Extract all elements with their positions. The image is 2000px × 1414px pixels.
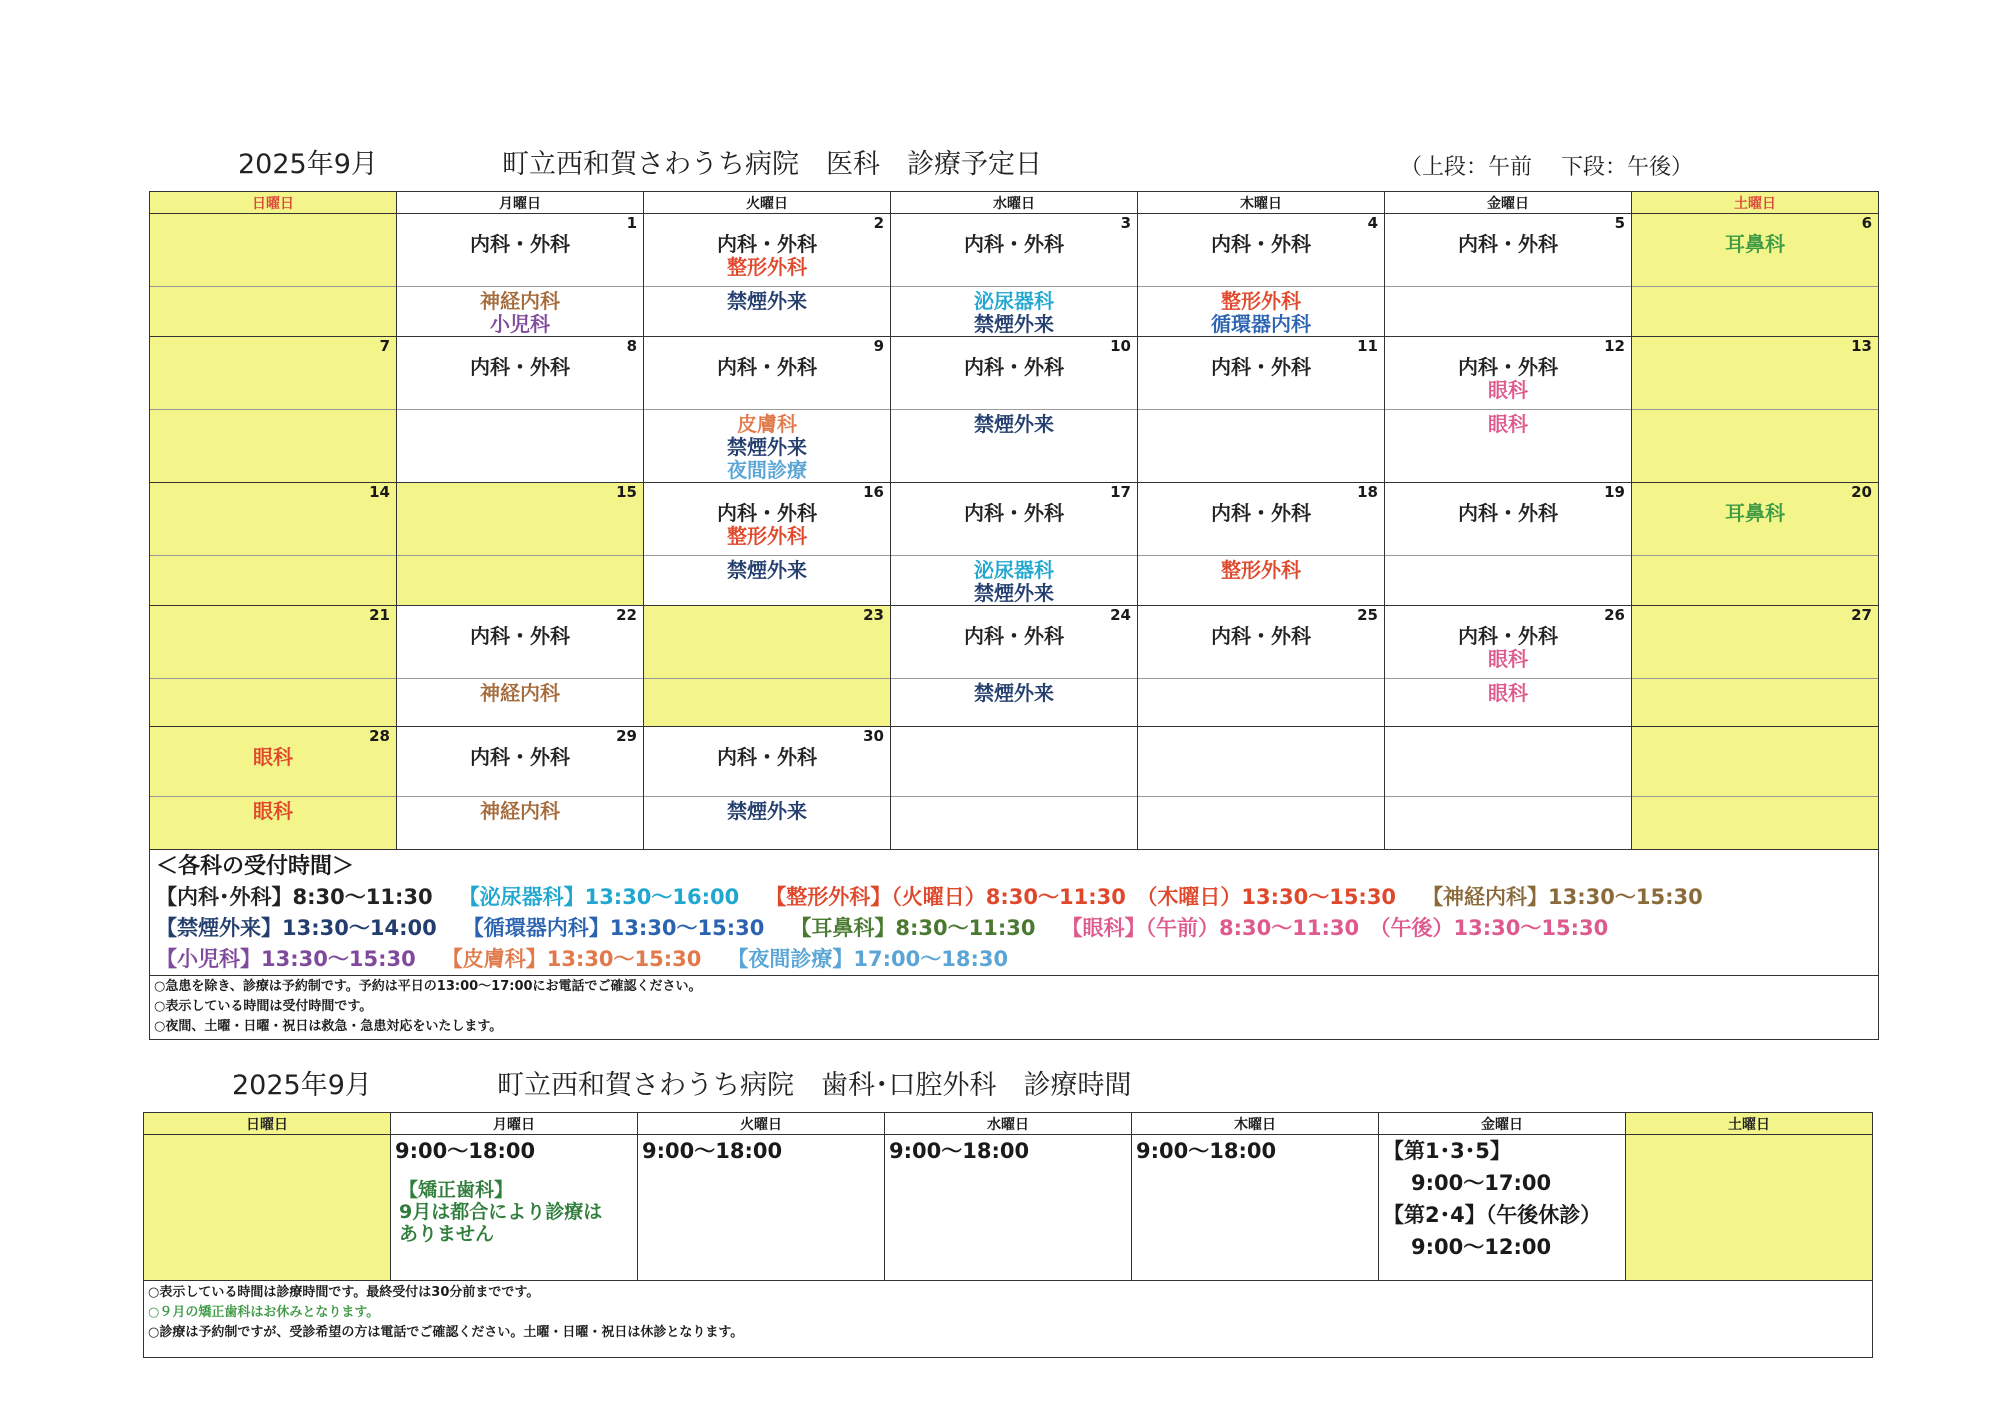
department-label: 内科・外科 — [470, 355, 570, 379]
dental-note-1: ○表示している時間は診療時間です。最終受付は30分前までです。 — [148, 1285, 540, 1300]
am-slot — [1138, 502, 1384, 555]
day-number: 11 — [1357, 337, 1378, 355]
department-label: 整形外科 — [1221, 289, 1301, 313]
calendar-day-cell — [891, 214, 1138, 337]
department-label: 整形外科 — [727, 255, 807, 279]
am-slot — [397, 746, 643, 796]
calendar-day-cell — [397, 214, 644, 337]
am-slot — [397, 356, 643, 409]
medical-note-1: ○急患を除き、診療は予約制です。予約は平日の13:00～17:00にお電話でご確認ください。 — [154, 979, 702, 994]
dental-wed-time: 9:00～18:00 — [889, 1139, 1030, 1163]
calendar-day-cell — [1385, 337, 1632, 483]
department-label: 神経内科 — [480, 289, 560, 313]
department-label: 禁煙外来 — [974, 581, 1054, 605]
pm-slot — [1632, 286, 1878, 290]
pm-slot — [1138, 555, 1384, 582]
department-label: 泌尿器科 — [974, 289, 1054, 313]
department-label: 内科・外科 — [964, 501, 1064, 525]
pm-slot — [1632, 555, 1878, 559]
am-slot — [1385, 625, 1631, 678]
calendar-day-cell — [150, 727, 397, 850]
medical-day-sat: 土曜日 — [1632, 192, 1879, 214]
am-slot — [1138, 746, 1384, 796]
dental-day-thu: 木曜日 — [1132, 1113, 1379, 1135]
calendar-day-cell — [1138, 214, 1385, 337]
pm-slot — [1385, 555, 1631, 559]
calendar-day-cell — [891, 606, 1138, 727]
pm-slot — [150, 678, 396, 682]
am-slot — [1385, 746, 1631, 796]
pm-slot — [644, 409, 890, 482]
calendar-day-cell — [1385, 606, 1632, 727]
department-label: 眼科 — [1488, 647, 1528, 671]
day-number: 22 — [616, 606, 637, 624]
calendar-day-cell — [1632, 214, 1879, 337]
reception-row — [150, 850, 1879, 976]
pm-slot — [1385, 796, 1631, 800]
department-label: 内科・外科 — [717, 501, 817, 525]
dental-day-wed: 水曜日 — [885, 1113, 1132, 1135]
reception-line — [156, 882, 1874, 913]
calendar-day-cell — [1138, 337, 1385, 483]
department-label: 整形外科 — [1221, 558, 1301, 582]
department-label: 内科・外科 — [1211, 501, 1311, 525]
am-slot — [891, 502, 1137, 555]
reception-item: 【夜間診療】17:00～18:30 — [727, 947, 1009, 971]
am-slot — [150, 746, 396, 796]
pm-slot — [644, 796, 890, 823]
department-label: 禁煙外来 — [974, 681, 1054, 705]
dental-day-header-row — [144, 1113, 1873, 1135]
dental-thu-cell — [1132, 1135, 1379, 1281]
department-label: 眼科 — [1488, 412, 1528, 436]
pm-slot — [644, 555, 890, 582]
am-slot — [644, 746, 890, 796]
dental-sun-cell — [144, 1135, 391, 1281]
pm-slot — [397, 409, 643, 413]
calendar-day-cell — [644, 483, 891, 606]
calendar-day-cell — [397, 606, 644, 727]
calendar-day-cell — [644, 727, 891, 850]
pm-slot — [397, 286, 643, 336]
day-number: 1 — [626, 214, 637, 232]
am-slot — [1138, 356, 1384, 409]
am-slot — [1138, 625, 1384, 678]
dental-schedule — [143, 1112, 1873, 1358]
day-number: 19 — [1604, 483, 1625, 501]
department-label: 耳鼻科 — [1725, 232, 1785, 256]
medical-day-sun: 日曜日 — [150, 192, 397, 214]
dental-tue-cell — [638, 1135, 885, 1281]
dental-tue-time: 9:00～18:00 — [642, 1139, 783, 1163]
day-number: 8 — [626, 337, 637, 355]
calendar-day-cell — [644, 337, 891, 483]
reception-item: 【整形外科】（火曜日）8:30～11:30 （木曜日）13:30～15:30 — [765, 885, 1397, 909]
calendar-day-cell — [1632, 606, 1879, 727]
calendar-day-cell — [397, 337, 644, 483]
day-number: 16 — [863, 483, 884, 501]
department-label: 禁煙外来 — [974, 412, 1054, 436]
dental-fri-line1: 【第1･3･5】 — [1383, 1139, 1511, 1163]
am-slot — [150, 625, 396, 678]
pm-slot — [1632, 409, 1878, 413]
am-slot — [644, 502, 890, 555]
calendar-day-cell — [1385, 214, 1632, 337]
department-label: 眼科 — [253, 799, 293, 823]
calendar-day-cell — [1385, 483, 1632, 606]
dental-day-sat: 土曜日 — [1626, 1113, 1873, 1135]
am-slot — [891, 233, 1137, 286]
pm-slot — [150, 796, 396, 823]
am-slot — [150, 502, 396, 555]
dental-day-tue: 火曜日 — [638, 1113, 885, 1135]
dental-fri-cell — [1379, 1135, 1626, 1281]
dental-mon-note2: 9月は都合により診療は — [399, 1201, 603, 1223]
department-label: 眼科 — [253, 745, 293, 769]
dental-notes-row — [144, 1281, 1873, 1358]
department-label: 循環器内科 — [1211, 312, 1311, 336]
day-number — [1385, 727, 1631, 746]
dental-day-mon: 月曜日 — [391, 1113, 638, 1135]
calendar-day-cell — [891, 483, 1138, 606]
department-label: 内科・外科 — [717, 355, 817, 379]
day-number: 20 — [1851, 483, 1872, 501]
day-number: 10 — [1110, 337, 1131, 355]
day-number: 28 — [369, 727, 390, 745]
calendar-day-cell — [397, 483, 644, 606]
pm-slot — [150, 555, 396, 559]
department-label: 内科・外科 — [1458, 501, 1558, 525]
calendar-day-cell — [1138, 727, 1385, 850]
medical-day-fri: 金曜日 — [1385, 192, 1632, 214]
department-label: 泌尿器科 — [974, 558, 1054, 582]
calendar-day-cell — [1632, 727, 1879, 850]
pm-slot — [1138, 678, 1384, 682]
pm-slot — [644, 678, 890, 682]
am-slot — [150, 233, 396, 286]
dental-month: 2025年9月 — [232, 1070, 372, 1101]
pm-slot — [1632, 796, 1878, 800]
department-label: 神経内科 — [480, 799, 560, 823]
day-number — [1632, 727, 1878, 746]
pm-slot — [891, 409, 1137, 436]
department-label: 内科・外科 — [964, 624, 1064, 648]
am-slot — [644, 356, 890, 409]
department-label: 内科・外科 — [1458, 232, 1558, 256]
reception-item: 【眼科】（午前）8:30～11:30 （午後）13:30～15:30 — [1061, 916, 1609, 940]
reception-line — [156, 913, 1874, 944]
department-label: 内科・外科 — [470, 745, 570, 769]
pm-slot — [397, 796, 643, 823]
am-slot — [397, 502, 643, 555]
am-slot — [1632, 356, 1878, 409]
medical-note-3: ○夜間、土曜・日曜・祝日は救急・急患対応をいたします。 — [154, 1019, 503, 1034]
calendar-day-cell — [1138, 483, 1385, 606]
department-label: 禁煙外来 — [727, 289, 807, 313]
reception-item: 【皮膚科】13:30～15:30 — [441, 947, 702, 971]
dental-wed-cell — [885, 1135, 1132, 1281]
pm-slot — [150, 409, 396, 413]
day-number: 24 — [1110, 606, 1131, 624]
pm-slot — [1632, 678, 1878, 682]
day-number: 21 — [369, 606, 390, 624]
pm-slot — [397, 555, 643, 559]
am-slot — [1385, 233, 1631, 286]
medical-calendar — [149, 191, 1879, 1040]
day-number: 14 — [369, 483, 390, 501]
day-number: 12 — [1604, 337, 1625, 355]
dental-mon-time: 9:00～18:00 — [395, 1139, 536, 1163]
pm-slot — [891, 286, 1137, 336]
am-slot — [1385, 502, 1631, 555]
medical-week-row — [150, 483, 1879, 606]
pm-slot — [1385, 678, 1631, 705]
department-label: 内科・外科 — [1211, 355, 1311, 379]
am-slot — [150, 356, 396, 409]
am-slot — [1138, 233, 1384, 286]
am-slot — [644, 625, 890, 678]
dental-fri-line3: 【第2･4】（午後休診） — [1383, 1203, 1602, 1227]
department-label: 禁煙外来 — [727, 435, 807, 459]
calendar-day-cell — [150, 214, 397, 337]
medical-day-header-row — [150, 192, 1879, 214]
reception-item: 【耳鼻科】8:30～11:30 — [790, 916, 1036, 940]
department-label: 内科・外科 — [1458, 355, 1558, 379]
am-slot — [1632, 502, 1878, 555]
dental-hours-row — [144, 1135, 1873, 1281]
pm-slot — [150, 286, 396, 290]
am-slot — [891, 746, 1137, 796]
medical-month: 2025年9月 — [238, 149, 378, 180]
department-label: 内科・外科 — [717, 745, 817, 769]
calendar-day-cell — [150, 606, 397, 727]
medical-week-row — [150, 606, 1879, 727]
medical-title: 町立西和賀さわうち病院 医科 診療予定日 — [502, 149, 1042, 180]
dental-mon-note3: ありません — [399, 1223, 495, 1245]
dental-sat-cell — [1626, 1135, 1873, 1281]
pm-slot — [891, 555, 1137, 605]
dental-mon-cell — [391, 1135, 638, 1281]
day-number: 15 — [616, 483, 637, 501]
day-number: 27 — [1851, 606, 1872, 624]
dental-note-3: ○診療は予約制ですが、受診希望の方は電話でご確認ください。土曜・日曜・祝日は休診となります。 — [148, 1325, 744, 1340]
pm-slot — [891, 796, 1137, 800]
dental-thu-time: 9:00～18:00 — [1136, 1139, 1277, 1163]
department-label: 夜間診療 — [727, 458, 807, 482]
calendar-day-cell — [1385, 727, 1632, 850]
department-label: 内科・外科 — [1211, 232, 1311, 256]
calendar-day-cell — [1632, 337, 1879, 483]
department-label: 小児科 — [490, 312, 550, 336]
dental-fri-line4: 9:00～12:00 — [1411, 1235, 1552, 1259]
am-slot — [1632, 625, 1878, 678]
dental-orthodontic-note — [391, 1179, 637, 1245]
day-number: 7 — [379, 337, 390, 355]
pm-slot — [397, 678, 643, 705]
medical-legend: （上段：午前 下段：午後） — [1400, 155, 1693, 180]
department-label: 禁煙外来 — [727, 558, 807, 582]
medical-day-tue: 火曜日 — [644, 192, 891, 214]
am-slot — [397, 233, 643, 286]
calendar-day-cell — [644, 214, 891, 337]
medical-week-row — [150, 337, 1879, 483]
reception-item: 【神経内科】13:30～15:30 — [1422, 885, 1703, 909]
day-number: 4 — [1367, 214, 1378, 232]
am-slot — [1632, 746, 1878, 796]
department-label: 内科・外科 — [1211, 624, 1311, 648]
day-number: 26 — [1604, 606, 1625, 624]
day-number: 3 — [1120, 214, 1131, 232]
calendar-day-cell — [891, 727, 1138, 850]
department-label: 眼科 — [1488, 378, 1528, 402]
medical-day-wed: 水曜日 — [891, 192, 1138, 214]
dental-day-sun: 日曜日 — [144, 1113, 391, 1135]
reception-item: 【禁煙外来】13:30～14:00 — [156, 916, 437, 940]
day-number: 30 — [863, 727, 884, 745]
pm-slot — [1138, 286, 1384, 336]
day-number: 2 — [873, 214, 884, 232]
day-number: 23 — [863, 606, 884, 624]
pm-slot — [891, 678, 1137, 705]
pm-slot — [1385, 409, 1631, 436]
dental-mon-note1: 【矯正歯科】 — [399, 1179, 514, 1201]
day-number — [891, 727, 1137, 746]
pm-slot — [644, 286, 890, 313]
calendar-day-cell — [150, 483, 397, 606]
calendar-day-cell — [644, 606, 891, 727]
medical-notes-row — [150, 976, 1879, 1040]
dental-title: 町立西和賀さわうち病院 歯科･口腔外科 診療時間 — [497, 1070, 1132, 1101]
am-slot — [397, 625, 643, 678]
department-label: 禁煙外来 — [974, 312, 1054, 336]
calendar-day-cell — [1632, 483, 1879, 606]
department-label: 神経内科 — [480, 681, 560, 705]
department-label: 眼科 — [1488, 681, 1528, 705]
calendar-day-cell — [397, 727, 644, 850]
dental-note-2: ○９月の矯正歯科はお休みとなります。 — [148, 1305, 380, 1320]
day-number: 6 — [1861, 214, 1872, 232]
department-label: 内科・外科 — [964, 232, 1064, 256]
medical-notes — [150, 976, 1879, 1040]
department-label: 内科・外科 — [470, 624, 570, 648]
department-label: 耳鼻科 — [1725, 501, 1785, 525]
department-label: 整形外科 — [727, 524, 807, 548]
calendar-day-cell — [150, 337, 397, 483]
department-label: 禁煙外来 — [727, 799, 807, 823]
department-label: 内科・外科 — [717, 232, 817, 256]
am-slot — [1632, 233, 1878, 286]
calendar-day-cell — [891, 337, 1138, 483]
department-label: 内科・外科 — [470, 232, 570, 256]
day-number: 9 — [873, 337, 884, 355]
am-slot — [1385, 356, 1631, 409]
day-number: 29 — [616, 727, 637, 745]
dental-day-fri: 金曜日 — [1379, 1113, 1626, 1135]
reception-times — [150, 850, 1879, 976]
reception-item: 【内科･外科】8:30～11:30 — [156, 885, 433, 909]
day-number: 17 — [1110, 483, 1131, 501]
pm-slot — [1138, 409, 1384, 413]
reception-item: 【循環器内科】13:30～15:30 — [462, 916, 765, 940]
am-slot — [891, 625, 1137, 678]
medical-week-row — [150, 214, 1879, 337]
medical-day-mon: 月曜日 — [397, 192, 644, 214]
department-label: 内科・外科 — [1458, 624, 1558, 648]
reception-item: 【小児科】13:30～15:30 — [156, 947, 416, 971]
dental-notes — [144, 1281, 1873, 1358]
dental-fri-line2: 9:00～17:00 — [1411, 1171, 1552, 1195]
department-label: 内科・外科 — [964, 355, 1064, 379]
day-number: 18 — [1357, 483, 1378, 501]
day-number: 5 — [1614, 214, 1625, 232]
medical-week-row — [150, 727, 1879, 850]
pm-slot — [1138, 796, 1384, 800]
medical-note-2: ○表示している時間は受付時間です。 — [154, 999, 373, 1014]
day-number: 25 — [1357, 606, 1378, 624]
am-slot — [891, 356, 1137, 409]
day-number — [1138, 727, 1384, 746]
reception-item: 【泌尿器科】13:30～16:00 — [458, 885, 740, 909]
reception-heading: ＜各科の受付時間＞ — [156, 854, 355, 879]
pm-slot — [1385, 286, 1631, 290]
day-number — [150, 214, 396, 233]
medical-day-thu: 木曜日 — [1138, 192, 1385, 214]
reception-line — [156, 944, 1874, 975]
am-slot — [644, 233, 890, 286]
calendar-day-cell — [1138, 606, 1385, 727]
day-number: 13 — [1851, 337, 1872, 355]
department-label: 皮膚科 — [737, 412, 797, 436]
